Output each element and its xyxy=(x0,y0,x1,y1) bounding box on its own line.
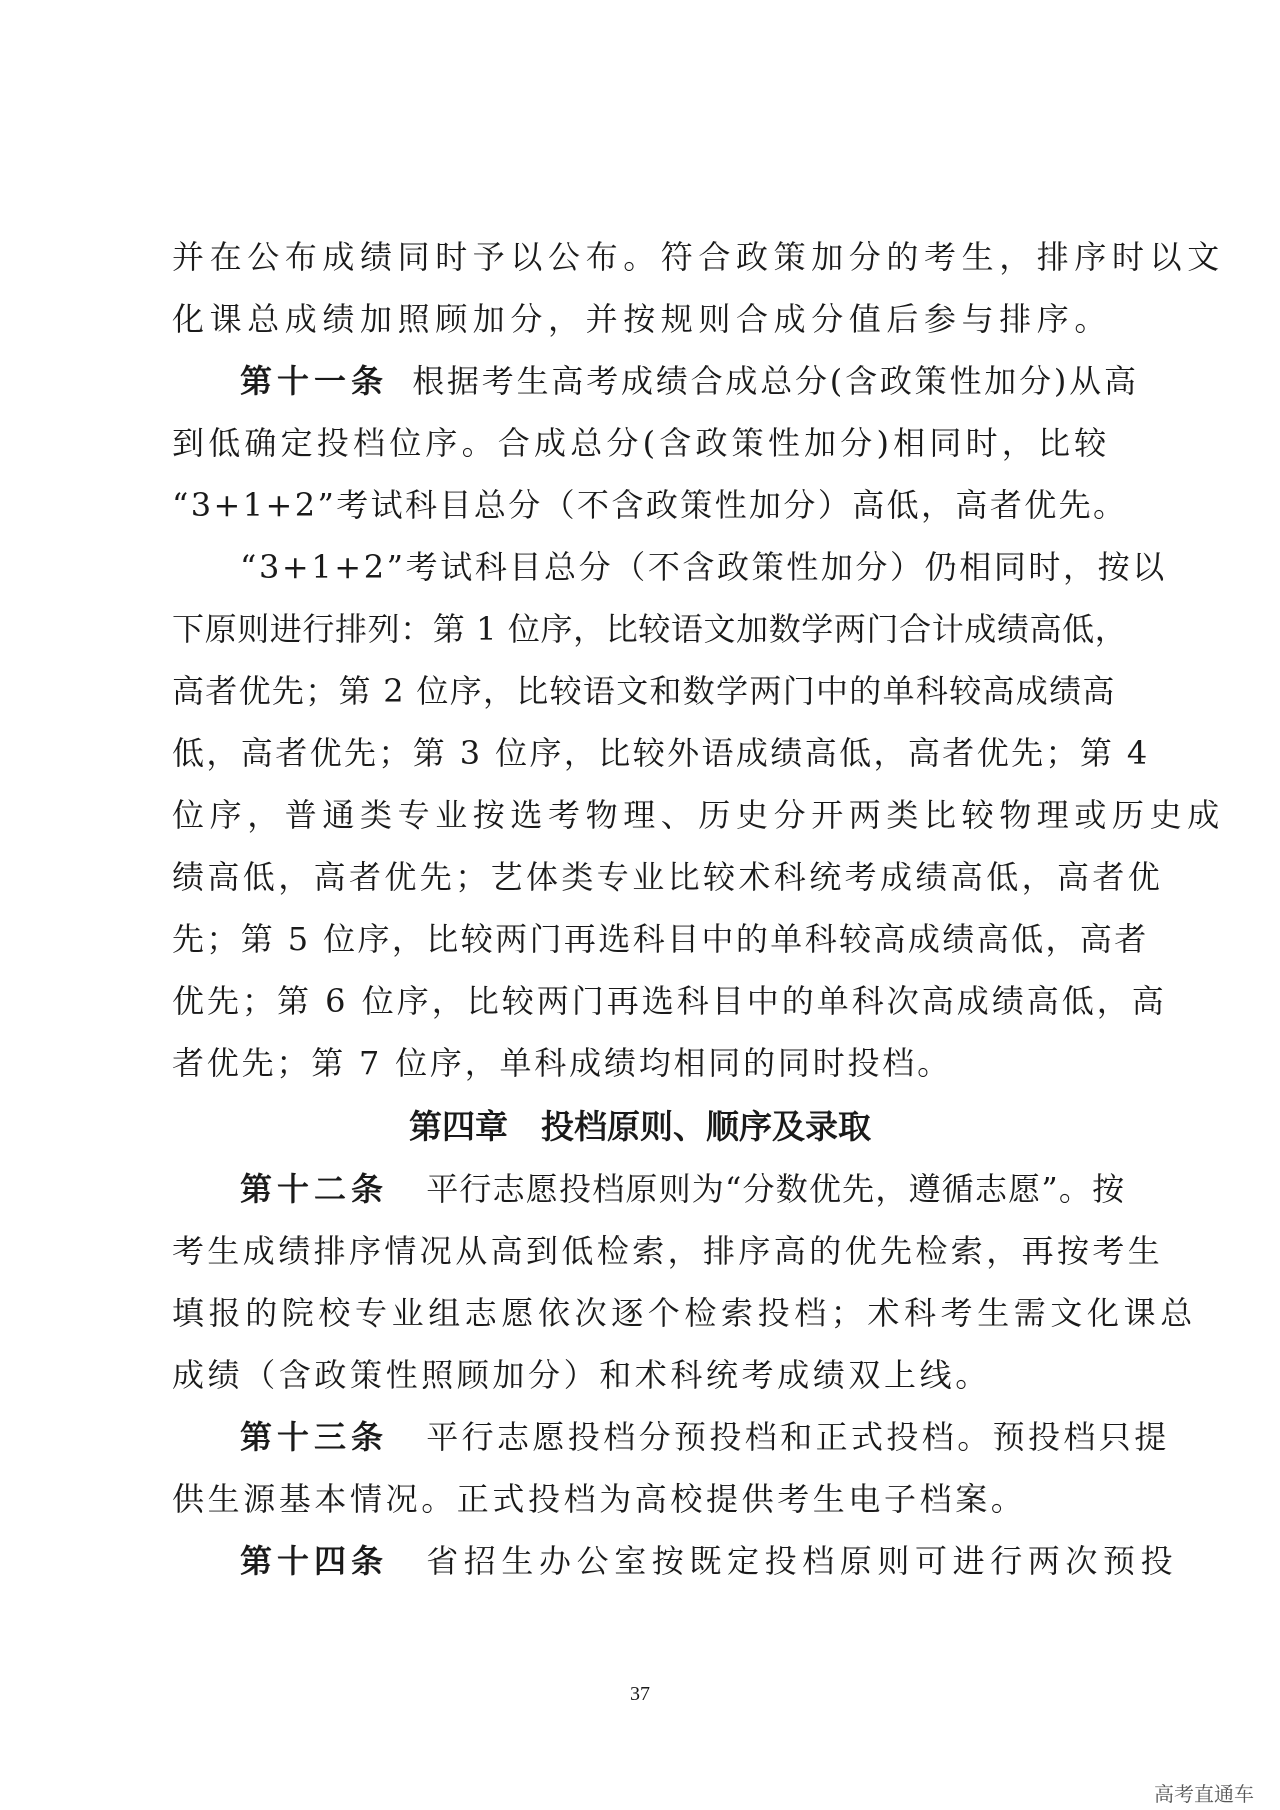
text-line-content: 并在公布成绩同时予以公布。符合政策加分的考生，排序时以文 xyxy=(172,238,1225,276)
text-line xyxy=(0,1284,1280,1342)
text-line xyxy=(0,414,1280,472)
text-line xyxy=(0,662,1280,720)
text-line xyxy=(0,600,1280,658)
text-line-content: 根据考生高考成绩合成总分(含政策性加分)从高 xyxy=(412,362,1139,400)
text-line xyxy=(0,1222,1280,1280)
text-line-content: 下原则进行排列：第 1 位序，比较语文加数学两门合计成绩高低， xyxy=(172,610,1128,648)
article-line xyxy=(0,1532,1280,1590)
article-line xyxy=(0,1408,1280,1466)
text-line xyxy=(0,1034,1280,1092)
text-line xyxy=(0,724,1280,782)
page-number: 37 xyxy=(630,1683,650,1705)
text-line-content: 填报的院校专业组志愿依次逐个检索投档；术科考生需文化课总 xyxy=(172,1294,1197,1332)
text-line-content: 考生成绩排序情况从高到低检索，排序高的优先检索，再按考生 xyxy=(172,1232,1164,1270)
text-line xyxy=(0,1346,1280,1404)
text-line xyxy=(0,972,1280,1030)
watermark-text: 高考直通车 xyxy=(1154,1782,1254,1806)
article-number-11: 第十一条 xyxy=(240,362,389,400)
text-line-content: 高者优先；第 2 位序，比较语文和数学两门中的单科较高成绩高 xyxy=(172,672,1116,710)
text-line xyxy=(0,1470,1280,1528)
text-line-content: “3+1+2”考试科目总分（不含政策性加分）仍相同时，按以 xyxy=(240,548,1167,586)
article-line xyxy=(0,1160,1280,1218)
text-line xyxy=(0,290,1280,348)
article-line xyxy=(0,352,1280,410)
text-line-content: 到低确定投档位序。合成总分(含政策性加分)相同时，比较 xyxy=(172,424,1111,462)
article-number-13: 第十三条 xyxy=(240,1418,389,1456)
article-number-12: 第十二条 xyxy=(240,1170,389,1208)
text-line-content: 成绩（含政策性照顾加分）和术科统考成绩双上线。 xyxy=(172,1356,991,1394)
text-line-content: 先；第 5 位序，比较两门再选科目中的单科较高成绩高低，高者 xyxy=(172,920,1149,958)
text-line-content: 平行志愿投档分预投档和正式投档。预投档只提 xyxy=(426,1418,1170,1456)
text-line-content: 低，高者优先；第 3 位序，比较外语成绩高低，高者优先；第 4 xyxy=(172,734,1150,772)
article-number-14: 第十四条 xyxy=(240,1542,389,1580)
text-line xyxy=(0,848,1280,906)
text-line-content: 省招生办公室按既定投档原则可进行两次预投 xyxy=(426,1542,1179,1580)
text-line-content: 优先；第 6 位序，比较两门再选科目中的单科次高成绩高低，高 xyxy=(172,982,1167,1020)
text-line xyxy=(0,786,1280,844)
text-line-content: 绩高低，高者优先；艺体类专业比较术科统考成绩高低，高者优 xyxy=(172,858,1164,896)
text-line-content: 化课总成绩加照顾加分，并按规则合成分值后参与排序。 xyxy=(172,300,1113,338)
text-line-content: 者优先；第 7 位序，单科成绩均相同的同时投档。 xyxy=(172,1044,952,1082)
chapter-heading: 第四章 投档原则、顺序及录取 xyxy=(409,1107,871,1146)
text-line-content: “3+1+2”考试科目总分（不含政策性加分）高低，高者优先。 xyxy=(172,486,1128,524)
text-line xyxy=(0,228,1280,286)
text-line xyxy=(0,476,1280,534)
text-line-content: 供生源基本情况。正式投档为高校提供考生电子档案。 xyxy=(172,1480,1027,1518)
text-line xyxy=(0,910,1280,968)
text-line-content: 位序，普通类专业按选考物理、历史分开两类比较物理或历史成 xyxy=(172,796,1225,834)
text-line xyxy=(0,538,1280,596)
text-line-content: 平行志愿投档原则为“分数优先，遵循志愿”。按 xyxy=(426,1170,1126,1208)
